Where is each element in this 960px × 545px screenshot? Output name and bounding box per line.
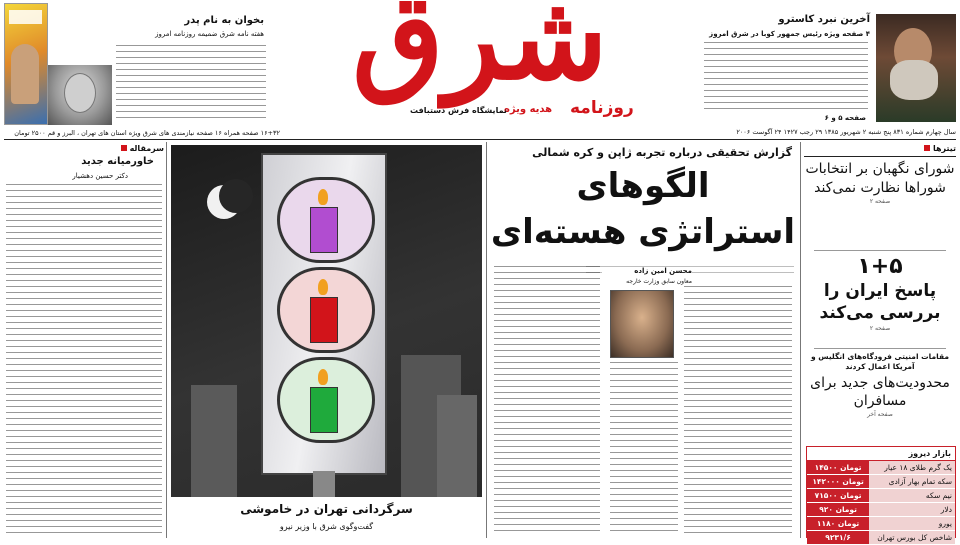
headline-1-page: صفحه ۲ xyxy=(869,197,891,205)
castro-photo xyxy=(876,14,956,122)
gift-label: هدیه ویژه xyxy=(504,104,553,115)
editorial-bullet-icon xyxy=(121,145,127,151)
headline-3[interactable] xyxy=(804,352,956,418)
market-row: ۱۴۵۰۰ تومان یک گرم طلای ۱۸ عیار xyxy=(807,461,955,475)
market-row: ۹۲۰ تومان دلار xyxy=(807,503,955,517)
story-headline-2: استراتژی هسته‌ای xyxy=(490,212,796,252)
headline-2[interactable] xyxy=(804,254,956,332)
traffic-light-icon xyxy=(261,153,387,475)
editorial-column xyxy=(4,142,164,538)
promo-image xyxy=(4,3,48,125)
main-story[interactable] xyxy=(490,142,796,538)
castro-box[interactable] xyxy=(700,6,956,126)
headline-2-big: ۱+۵ xyxy=(857,254,903,279)
masthead xyxy=(270,0,690,138)
author-role: معاون سابق وزارت خارجه xyxy=(602,278,692,285)
cartoon-caption-title: سرگردانی تهران در خاموشی xyxy=(240,502,413,516)
briefs-section-label: تیترها xyxy=(932,144,956,153)
headlines-column xyxy=(804,142,956,542)
briefs-bullet-icon xyxy=(924,145,930,151)
headline-4-text: محدودیت‌های جدید برای مسافران xyxy=(810,374,950,410)
cartoon-caption-sub: گفت‌وگوی شرق با وزیر نیرو xyxy=(279,522,374,531)
market-row: ۷۱۵۰۰ تومان نیم سکه xyxy=(807,489,955,503)
castro-footer: صفحه ۵ و ۶ xyxy=(824,114,866,122)
editorial-title: خاورمیانه جدید xyxy=(81,156,154,167)
market-title: بازار دیروز xyxy=(807,447,955,461)
price-line: ۱۶+۳۲ صفحه همراه ۱۶ صفحه نیازمندی های شرق ویژه استان های تهران ، البرز و قم ۲۵۰۰ تومان xyxy=(14,129,280,137)
headline-1[interactable] xyxy=(804,160,956,205)
story-headline-1: الگوهای xyxy=(576,166,710,206)
author-name: محسن امین زاده xyxy=(602,267,692,275)
headline-1-text: شورای نگهبان بر انتخابات شوراها نظارت نمی‌کند xyxy=(805,161,955,196)
market-table xyxy=(807,461,955,545)
editorial-section-label: سرمقاله xyxy=(129,144,164,153)
castro-subtitle: ۴ صفحه ویژه رئیس جمهور کوبا در شرق امروز xyxy=(709,30,870,38)
candle-purple-icon xyxy=(310,207,338,253)
headline-2-page: صفحه ۲ xyxy=(869,324,891,332)
castro-title: آخرین نبرد کاسترو xyxy=(778,14,870,25)
promo-photo xyxy=(48,65,112,125)
headline-3-text: مقامات امنیتی فرودگاه‌های انگلیس و آمریکا اعمال کردند xyxy=(810,352,949,371)
author-photo xyxy=(610,290,674,358)
masthead-logo: شرق xyxy=(352,0,608,106)
promo-subtitle: هفته نامه شرق ضمیمه روزنامه امروز xyxy=(155,30,264,38)
headline-4-page: صفحه آخر xyxy=(867,411,893,419)
dateline: سال چهارم شماره ۸۳۱ پنج شنبه ۲ شهریور ۱۳۸۵ ۲۹ رجب ۱۴۲۷ ۲۴ آگوست ۲۰۰۶ xyxy=(736,128,956,136)
story-kicker: گزارش تحقیقی درباره تجربه ژاپن و کره شمالی xyxy=(532,146,792,159)
promo-box[interactable] xyxy=(4,3,266,131)
editorial-author: دکتر حسین دهشیار xyxy=(72,172,128,180)
masthead-word: روزنامه xyxy=(570,98,634,118)
promo-title: بخوان به نام پدر xyxy=(184,15,264,26)
market-row: ۱۱۸۰ تومان یورو xyxy=(807,517,955,531)
gift-sub: نمایشگاه فرش دستبافت xyxy=(410,106,507,115)
candle-red-icon xyxy=(310,297,338,343)
candle-green-icon xyxy=(310,387,338,433)
market-box xyxy=(806,446,956,542)
market-row: ۹۲۳۱/۶ شاخص کل بورس تهران xyxy=(807,531,955,545)
cartoon-illustration xyxy=(171,145,482,497)
market-row: ۱۴۲۰۰۰ تومان سکه تمام بهار آزادی xyxy=(807,475,955,489)
headline-2-text: پاسخ ایران را بررسی می‌کند xyxy=(819,281,941,324)
